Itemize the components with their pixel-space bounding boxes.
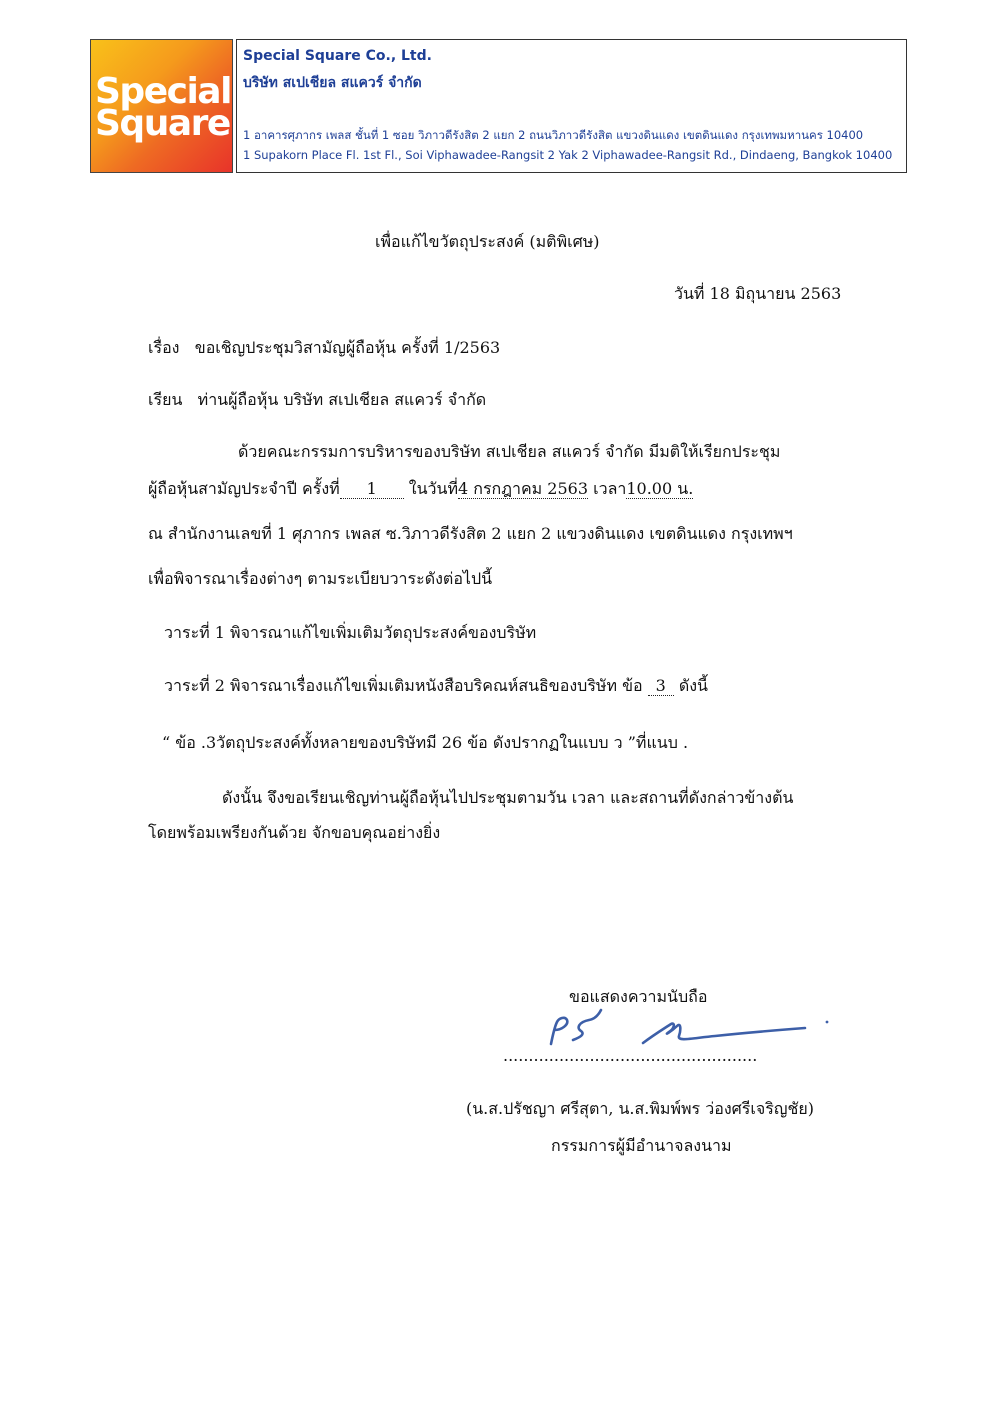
subject-label: เรื่อง [148,338,180,357]
company-name-th: บริษัท สเปเชียล สแควร์ จำกัด [243,75,422,91]
agenda-item-2: วาระที่ 2 พิจารณาเรื่องแก้ไขเพิ่มเติมหนังสือบริคณห์สนธิของบริษัท ข้อ 3 ดังนี้ [164,676,708,695]
body-para-line-2: ผู้ถือหุ้นสามัญประจำปี ครั้งที่ 1 ในวันที่4 กรกฎาคม 2563 เวลา10.00 น. [148,479,694,498]
recipient-label: เรียน [148,390,183,409]
company-logo [90,39,233,173]
body-para-line-3: ณ สำนักงานเลขที่ 1 ศุภากร เพลส ซ.วิภาวดีรังสิต 2 แยก 2 แขวงดินแดง เขตดินแดง กรุงเทพฯ [148,524,793,543]
signer-names: (น.ส.ปรัชญา ศรีสุตา, น.ส.พิมพ์พร ว่องศรีเจริญชัย) [466,1099,814,1118]
signer-title: กรรมการผู้มีอำนาจลงนาม [551,1136,732,1155]
agenda-item-1: วาระที่ 1 พิจารณาแก้ไขเพิ่มเติมวัตถุประสงค์ของบริษัท [164,623,537,642]
company-address-th: 1 อาคารศุภากร เพลส ชั้นที่ 1 ซอย วิภาวดีรังสิต 2 แยก 2 ถนนวิภาวดีรังสิต แขวงดินแดง เขตดินแดง กรุงเทพมหานคร 10400 [243,128,864,142]
closing-line-1: ดังนั้น จึงขอเรียนเชิญท่านผู้ถือหุ้นไปประชุมตามวัน เวลา และสถานที่ดังกล่าวข้างต้น [222,788,794,807]
company-address-en: 1 Supakorn Place Fl. 1st Fl., Soi Viphawadee-Rangsit 2 Yak 2 Viphawadee-Rangsit Rd., Dindaeng, Bangkok 10400 [243,148,893,162]
body-para-line-1: ด้วยคณะกรรมการบริหารของบริษัท สเปเชียล สแควร์ จำกัด มีมติให้เรียกประชุม [238,442,781,461]
subject-text: ขอเชิญประชุมวิสามัญผู้ถือหุ้น ครั้งที่ 1/2563 [194,338,501,357]
document-date: วันที่ 18 มิถุนายน 2563 [674,284,842,303]
meeting-time-field: 10.00 น. [626,479,694,498]
clause-number-field: 3 [648,677,674,696]
signature-line: .................................................. [503,1046,758,1065]
clause-quote: “ ข้อ .3วัตถุประสงค์ทั้งหลายของบริษัทมี 26 ข้อ ดังปรากฏในแบบ ว ”ที่แนบ . [162,733,689,752]
subject-line [148,338,500,358]
closing-line-2: โดยพร้อมเพรียงกันด้วย จักขอบคุณอย่างยิ่ง [148,823,441,842]
body-para-line-4: เพื่อพิจารณาเรื่องต่างๆ ตามระเบียบวาระดังต่อไปนี้ [148,569,493,588]
recipient-line [148,390,486,410]
meeting-number-field: 1 [340,480,404,499]
document-heading: เพื่อแก้ไขวัตถุประสงค์ (มติพิเศษ) [375,232,600,251]
meeting-date-field: 4 กรกฎาคม 2563 [458,479,589,498]
company-name-en: Special Square Co., Ltd. [243,48,432,64]
recipient-text: ท่านผู้ถือหุ้น บริษัท สเปเชียล สแควร์ จำกัด [197,390,487,409]
logo-word-square: Square [95,103,230,144]
regards-text: ขอแสดงความนับถือ [569,987,708,1006]
logo-word-special: Special [95,71,231,112]
